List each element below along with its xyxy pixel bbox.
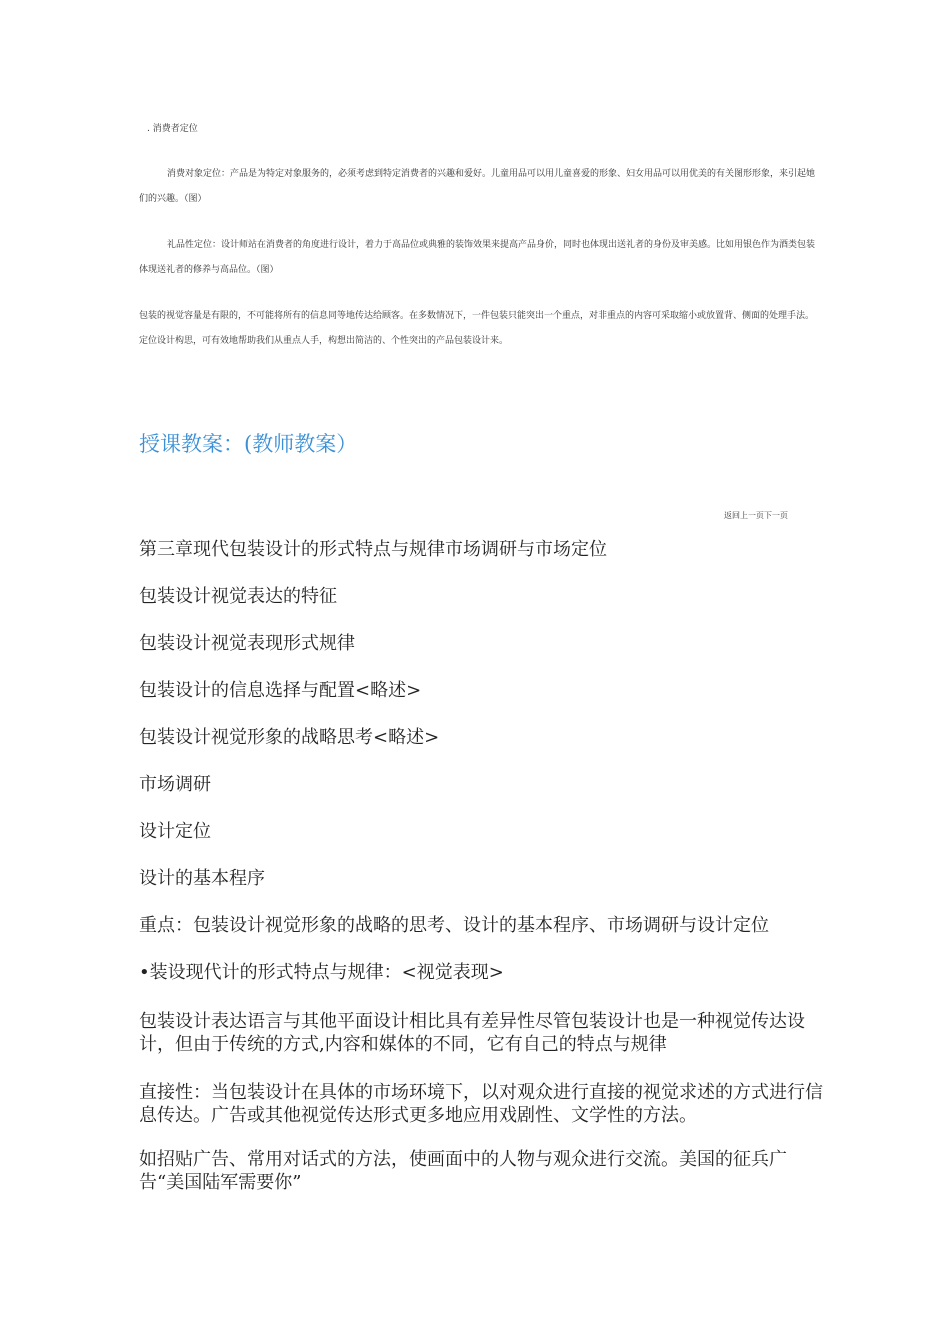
body-paragraph-3: 如招贴广告、常用对话式的方法，使画面中的人物与观众进行交流。美国的征兵广告“美国陆军需要你” <box>139 1149 787 1193</box>
page-title: 授课教案：(教师教案） <box>139 432 358 456</box>
bullet-line: •装设现代计的形式特点与规律：<视觉表现> <box>139 962 504 983</box>
gift-positioning-paragraph: 礼品性定位：设计师站在消费者的角度进行设计，着力于高品位或典雅的装饰效果来提高产品身价，同时也体现出送礼者的身份及审美感。比如用银色作为酒类包装体现送礼者的修养与高品位。（图） <box>139 240 816 275</box>
outline-line-1: 第三章现代包装设计的形式特点与规律市场调研与市场定位 <box>139 539 607 560</box>
body-paragraph-1: 包装设计表达语言与其他平面设计相比具有差异性尽管包装设计也是一种视觉传达设计，但由于传统的方式,内容和媒体的不同，它有自己的特点与规律 <box>139 1011 805 1055</box>
prev-next-nav[interactable]: 返回上一页下一页 <box>724 511 788 520</box>
body-paragraph-2: 直接性：当包装设计在具体的市场环境下，以对观众进行直接的视觉求述的方式进行信息传达。广告或其他视觉传达形式更多地应用戏剧性、文学性的方法。 <box>139 1082 823 1126</box>
visual-capacity-paragraph: 包装的视觉容量是有限的，不可能将所有的信息同等地传达给顾客。在多数情况下，一件包装只能突出一个重点，对非重点的内容可采取缩小或放置背、侧面的处理手法。定位设计构思，可有效地帮助我们从重点人手，构想出简洁的、个性突出的产品包装设计来。 <box>139 311 815 346</box>
outline-line-2: 包装设计视觉表达的特征 <box>139 586 337 607</box>
outline-line-6: 市场调研 <box>139 774 211 795</box>
consumer-target-paragraph: 消费对象定位：产品是为特定对象服务的，必须考虑到特定消费者的兴趣和爱好。儿童用品可以用儿童喜爱的形象、妇女用品可以用优美的有关图形形象，来引起她们的兴趣。（图） <box>139 169 816 204</box>
outline-line-5: 包装设计视觉形象的战略思考<略述> <box>139 727 440 748</box>
section-label: . 消费者定位 <box>147 124 198 134</box>
outline-line-4: 包装设计的信息选择与配置<略述> <box>139 680 422 701</box>
outline-line-8: 设计的基本程序 <box>139 868 265 889</box>
key-points-line: 重点：包装设计视觉形象的战略的思考、设计的基本程序、市场调研与设计定位 <box>139 915 769 936</box>
outline-line-3: 包装设计视觉表现形式规律 <box>139 633 355 654</box>
outline-line-7: 设计定位 <box>139 821 211 842</box>
